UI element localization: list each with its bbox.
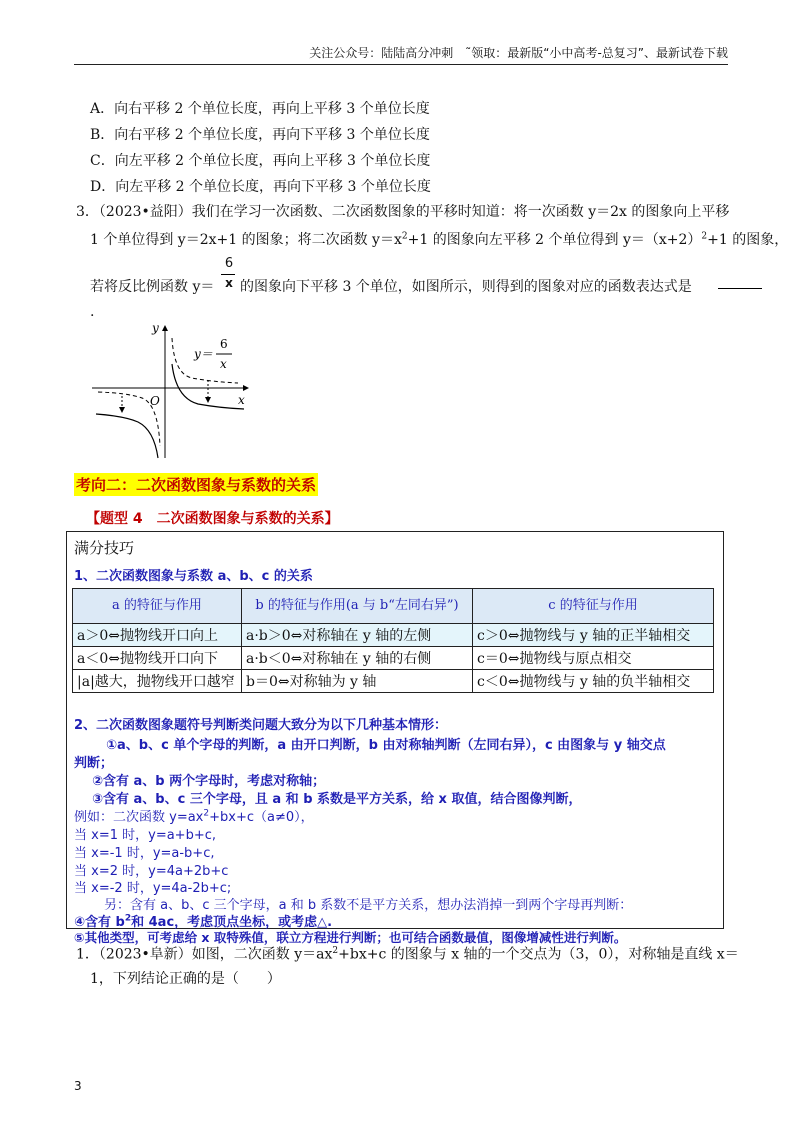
q3-line2: 1 个单位得到 y＝2x+1 的图象；将二次函数 $y=x^2+1$ 的图象向左平移 2 个单位得到 $y=(x+2)^2+1$ 的图象， [90, 231, 789, 248]
fraction-numerator: 6 [224, 256, 234, 271]
other-note: 另：含有 a、b、c 三个字母，a 和 b 系数不是平方关系，想办法消掉一到两个字母再判断： [104, 898, 633, 913]
q1-line1: 1．（2023•阜新）如图，二次函数 $y=ax^2+bx+c$ 的图象与 x 轴的一个交点为（3，0），对称轴是直线 x＝ [76, 946, 739, 963]
page-number: 3 [74, 1079, 82, 1093]
section-title: 考向二：二次函数图象与系数的关系 [74, 473, 318, 496]
option-c: C．向左平移 2 个单位长度，再向上平移 3 个单位长度 [90, 153, 431, 169]
option-d: D．向左平移 2 个单位长度，再向下平移 3 个单位长度 [90, 179, 431, 195]
example-intro: 例如：二次函数 $y=ax^2+bx+c(a\ne 0)$， [74, 808, 314, 825]
page-header: 关注公众号：陆陆高分冲刺 ˜领取：最新版“小中高考-总复习”、最新试卷下载 [309, 46, 728, 60]
table-cell: |a|越大，抛物线开口越窄 [73, 670, 242, 693]
x-axis-label: x [238, 393, 245, 407]
table-row [73, 647, 714, 670]
example-2: 当 x=-1 时，y=a-b+c, [74, 846, 215, 861]
q3-line1: 3．（2023•益阳）我们在学习一次函数、二次函数图象的平移时知道：将一次函数 y＝2x 的图象向上平移 [76, 204, 730, 220]
table-cell: c＞0⇔抛物线与 y 轴的正半轴相交 [473, 624, 714, 647]
tip-5: ⑤其他类型，可考虑给 x 取特殊值，联立方程进行判断；也可结合函数最值，图像增减性进行判断。 [74, 930, 627, 945]
svg-text:6: 6 [220, 337, 228, 351]
option-b: B．向右平移 2 个单位长度，再向下平移 3 个单位长度 [90, 127, 430, 143]
fraction-denominator: x [225, 276, 233, 290]
table-row [73, 670, 714, 693]
svg-text:x: x [220, 357, 227, 371]
tip-3: ③含有 a、b、c 三个字母，且 a 和 b 系数是平方关系，给 x 取值，结合图像判断， [92, 792, 582, 807]
tip-1: ①a、b、c 单个字母的判断，a 由开口判断，b 由对称轴判断（左同右异），c 由图象与 y 轴交点 [106, 738, 666, 753]
tip-4: ④含有 $b^2$和 4ac，考虑顶点坐标，或考虑△. [74, 913, 333, 930]
curve-label: y＝ [194, 347, 213, 361]
table-header: c 的特征与作用 [473, 589, 714, 624]
shifted-curve-left [96, 414, 158, 458]
option-a: A．向右平移 2 个单位长度，再向上平移 3 个单位长度 [90, 101, 430, 117]
header-divider [74, 64, 728, 65]
table-cell: b＝0⇔对称轴为 y 轴 [242, 670, 473, 693]
tips-subtitle-2: 2、二次函数图象题符号判断类问题大致分为以下几种基本情形： [74, 718, 448, 733]
table-row [73, 624, 714, 647]
origin-label: O [150, 394, 160, 408]
question-type-heading: 【题型 4 二次函数图象与系数的关系】 [86, 511, 339, 527]
y-axis-label: y [152, 321, 159, 335]
table-cell: c＝0⇔抛物线与原点相交 [473, 647, 714, 670]
table-cell: a·b＞0⇔对称轴在 y 轴的左侧 [242, 624, 473, 647]
tips-title: 满分技巧 [74, 539, 135, 557]
table-cell: a＞0⇔抛物线开口向上 [73, 624, 242, 647]
example-3: 当 x=2 时，y=4a+2b+c [74, 864, 229, 879]
hyperbola-graph [88, 318, 258, 460]
table-header: b 的特征与作用(a 与 b“左同右异”) [242, 589, 473, 624]
table-header: a 的特征与作用 [73, 589, 242, 624]
tip-2: ②含有 a、b 两个字母时，考虑对称轴； [92, 774, 326, 789]
table-cell: a＜0⇔抛物线开口向下 [73, 647, 242, 670]
example-4: 当 x=-2 时，y=4a-2b+c; [74, 881, 232, 896]
q1-line2: 1，下列结论正确的是（ ） [90, 971, 281, 987]
tips-subtitle-1: 1、二次函数图象与系数 a、b、c 的关系 [74, 569, 313, 584]
example-1: 当 x=1 时，y=a+b+c, [74, 828, 216, 843]
tip-1-cont: 判断； [74, 756, 114, 771]
table-cell: c＜0⇔抛物线与 y 轴的负半轴相交 [473, 670, 714, 693]
table-cell: a·b＜0⇔对称轴在 y 轴的右侧 [242, 647, 473, 670]
answer-blank [718, 276, 762, 289]
coefficient-table [72, 588, 714, 693]
shifted-curve-right [172, 364, 244, 409]
q3-period: . [90, 304, 95, 320]
table-header-row [73, 589, 714, 624]
